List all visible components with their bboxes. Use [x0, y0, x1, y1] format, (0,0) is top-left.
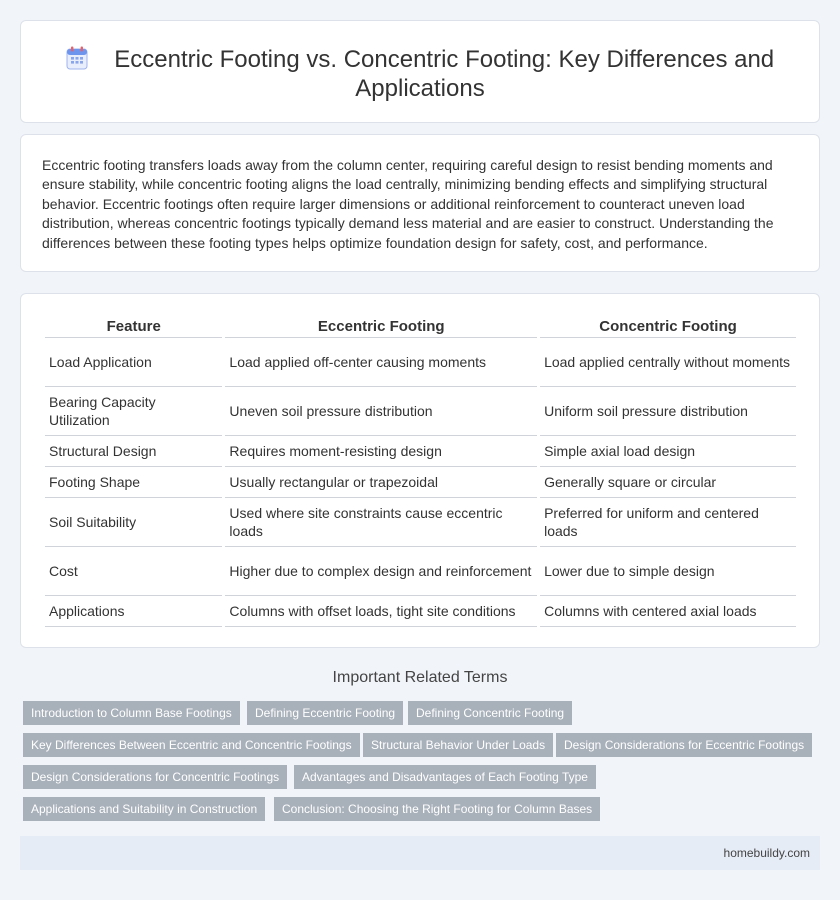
table-cell: Load Application — [45, 338, 222, 387]
table-row — [45, 596, 796, 627]
table-cell: Cost — [45, 547, 222, 596]
column-header-concentric: Concentric Footing — [540, 312, 796, 338]
table-cell: Load applied centrally without moments — [540, 338, 796, 387]
calendar-icon — [66, 46, 88, 70]
column-header-feature: Feature — [45, 312, 222, 338]
table-cell: Applications — [45, 596, 222, 627]
related-term-tag[interactable]: Applications and Suitability in Construction — [23, 797, 265, 821]
table-cell: Lower due to simple design — [540, 547, 796, 596]
table-row — [45, 387, 796, 436]
intro-paragraph: Eccentric footing transfers loads away from the column center, requiring careful design to resist bending moments and ensure stability, while concentric footing aligns the load centrally, minimizing bending effects and simplifying structural behavior. Eccentric footings often require larger dimensions or additional reinforcement to counteract uneven load distribution, whereas concentric footings typically demand less material and are easier to construct. Understanding the differences between these footing types helps optimize foundation design for safety, cost, and performance. — [42, 157, 774, 251]
related-term-tag[interactable]: Advantages and Disadvantages of Each Footing Type — [294, 765, 596, 789]
footer-site-link[interactable]: homebuildy.com — [723, 846, 810, 860]
table-cell: Preferred for uniform and centered loads — [540, 498, 796, 547]
footer — [20, 836, 820, 870]
table-row — [45, 436, 796, 467]
related-term-tag[interactable]: Defining Concentric Footing — [408, 701, 572, 725]
table-cell: Uniform soil pressure distribution — [540, 387, 796, 436]
related-term-tag[interactable]: Design Considerations for Eccentric Footings — [556, 733, 812, 757]
table-header-row — [45, 312, 796, 338]
page-title: Eccentric Footing vs. Concentric Footing: Key Differences and Applications — [114, 46, 775, 102]
table-cell: Load applied off-center causing moments — [225, 338, 537, 387]
table-cell: Columns with centered axial loads — [540, 596, 796, 627]
related-term-tag[interactable]: Conclusion: Choosing the Right Footing for Column Bases — [274, 797, 600, 821]
table-cell: Columns with offset loads, tight site conditions — [225, 596, 537, 627]
table-row — [45, 338, 796, 387]
table-cell: Requires moment-resisting design — [225, 436, 537, 467]
table-cell: Higher due to complex design and reinforcement — [225, 547, 537, 596]
related-term-tag[interactable]: Key Differences Between Eccentric and Concentric Footings — [23, 733, 360, 757]
comparison-table — [42, 312, 799, 627]
related-term-tag[interactable]: Introduction to Column Base Footings — [23, 701, 240, 725]
table-row — [45, 498, 796, 547]
table-cell: Bearing Capacity Utilization — [45, 387, 222, 436]
table-cell: Footing Shape — [45, 467, 222, 498]
table-cell: Structural Design — [45, 436, 222, 467]
column-header-eccentric: Eccentric Footing — [225, 312, 537, 338]
comparison-card — [20, 293, 820, 648]
header-card — [20, 20, 820, 123]
intro-card — [20, 134, 820, 272]
title-wrap — [21, 45, 819, 103]
related-term-tag[interactable]: Structural Behavior Under Loads — [363, 733, 553, 757]
table-cell: Usually rectangular or trapezoidal — [225, 467, 537, 498]
table-cell: Uneven soil pressure distribution — [225, 387, 537, 436]
related-term-tag[interactable]: Defining Eccentric Footing — [247, 701, 403, 725]
table-row — [45, 547, 796, 596]
table-cell: Simple axial load design — [540, 436, 796, 467]
table-row — [45, 467, 796, 498]
table-cell: Used where site constraints cause eccentric loads — [225, 498, 537, 547]
table-cell: Generally square or circular — [540, 467, 796, 498]
related-term-tag[interactable]: Design Considerations for Concentric Footings — [23, 765, 287, 789]
table-cell: Soil Suitability — [45, 498, 222, 547]
related-terms-title: Important Related Terms — [332, 669, 508, 686]
